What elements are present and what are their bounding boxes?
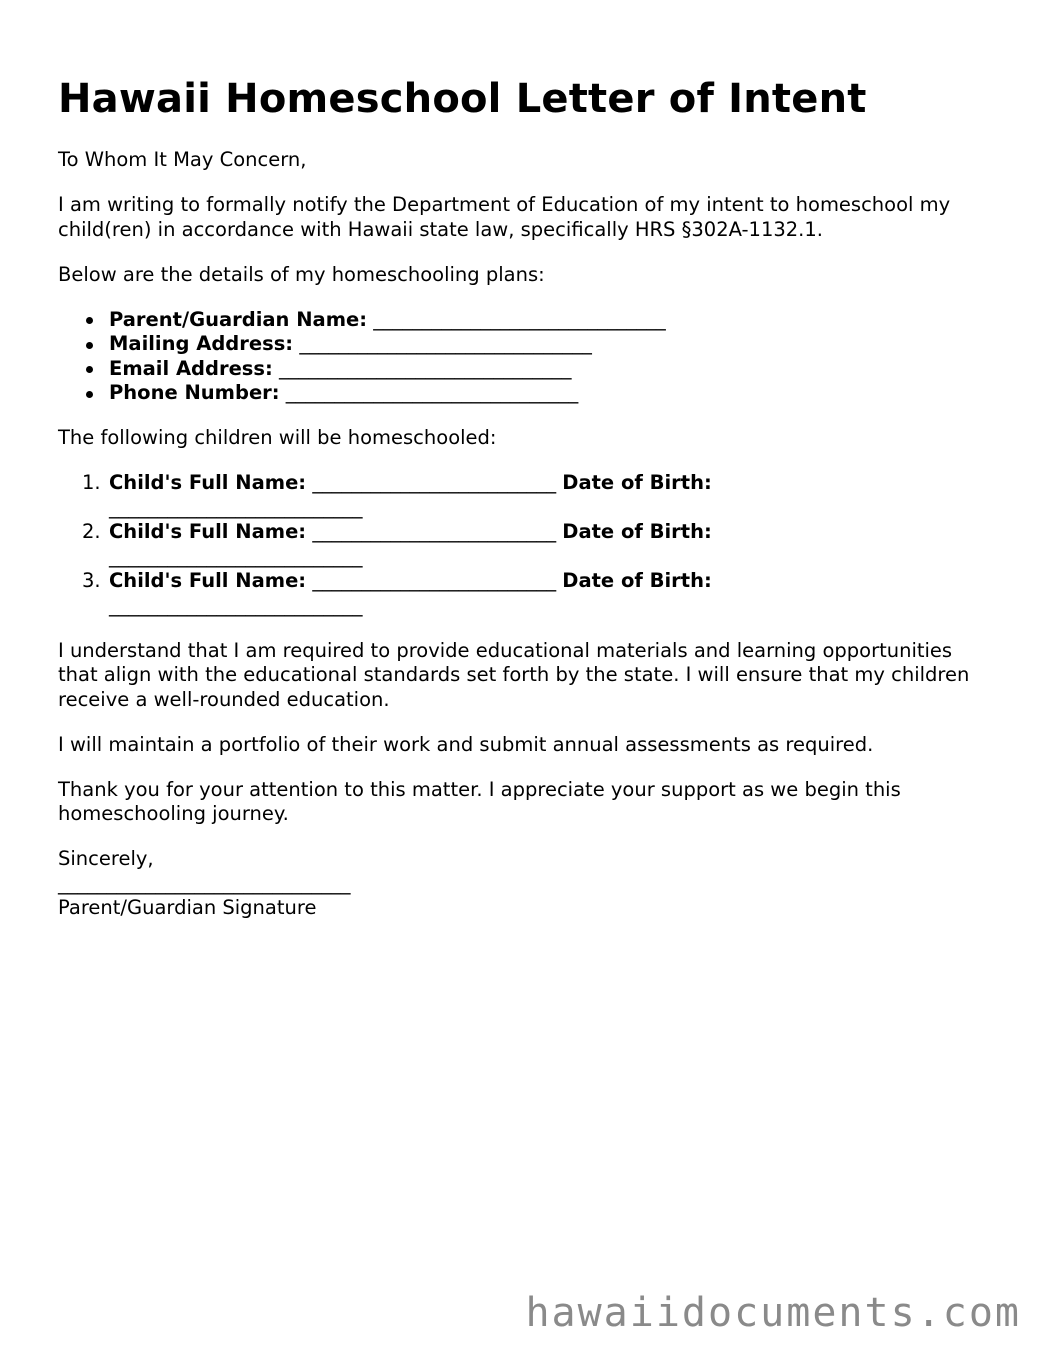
document-title: Hawaii Homeschool Letter of Intent (58, 76, 867, 122)
child-dob-label: Date of Birth: (562, 520, 712, 543)
detail-label: Phone Number: (109, 381, 280, 404)
understanding-paragraph: I understand that I am required to provide educational materials and learning opportunities that align with the educational standards set forth by the state. I will ensure that my children receive a well-rounded education. (58, 638, 970, 711)
detail-blank-field: ______________________________ (373, 307, 666, 331)
child-name-blank: _________________________ (312, 471, 557, 494)
details-intro: Below are the details of my homeschooling plans: (58, 262, 545, 286)
detail-blank-field: ______________________________ (299, 332, 592, 355)
intro-paragraph: I am writing to formally notify the Department of Education of my intent to homeschool my child(ren) in accordance with Hawaii state law, specifically HRS §302A-1132.1. (58, 193, 951, 241)
child-dob-label: Date of Birth: (562, 569, 712, 592)
child-name-label: Child's Full Name: (109, 569, 307, 592)
child-name-blank: _________________________ (312, 520, 557, 543)
detail-item-parent-name (109, 308, 993, 333)
detail-label: Parent/Guardian Name: (109, 307, 368, 331)
detail-item-email-address (109, 357, 993, 382)
child-number: 2. (82, 520, 101, 543)
child-item (82, 520, 769, 569)
child-number: 3. (82, 569, 101, 592)
child-name-label: Child's Full Name: (109, 520, 307, 543)
child-dob-blank: __________________________ (109, 593, 363, 617)
child-dob-label: Date of Birth: (562, 471, 712, 494)
portfolio-paragraph: I will maintain a portfolio of their work and submit annual assessments as required. (58, 732, 874, 756)
detail-blank-field: ______________________________ (279, 356, 572, 380)
detail-label: Email Address: (109, 356, 273, 380)
detail-item-phone-number (109, 381, 993, 406)
parent-details-list (58, 308, 993, 406)
child-number: 1. (82, 471, 101, 494)
detail-label: Mailing Address: (109, 332, 294, 355)
child-dob-blank: __________________________ (109, 495, 363, 519)
signature-label: Parent/Guardian Signature (58, 896, 317, 919)
watermark: hawaiidocuments.com (525, 1290, 1021, 1336)
detail-item-mailing-address (109, 332, 993, 357)
signature-blank: ______________________________ (58, 871, 351, 895)
letter-document (58, 70, 993, 921)
children-intro: The following children will be homeschooled: (58, 426, 497, 449)
closing: Sincerely, (58, 847, 154, 870)
children-list (58, 471, 993, 618)
child-item (82, 471, 769, 520)
child-name-blank: _________________________ (312, 569, 557, 592)
detail-blank-field: ______________________________ (285, 381, 579, 404)
child-name-label: Child's Full Name: (109, 471, 307, 494)
salutation: To Whom It May Concern, (58, 148, 307, 171)
child-dob-blank: __________________________ (109, 544, 363, 568)
child-item (82, 569, 769, 618)
thanks-paragraph: Thank you for your attention to this matter. I appreciate your support as we begin this homeschooling journey. (58, 777, 901, 825)
